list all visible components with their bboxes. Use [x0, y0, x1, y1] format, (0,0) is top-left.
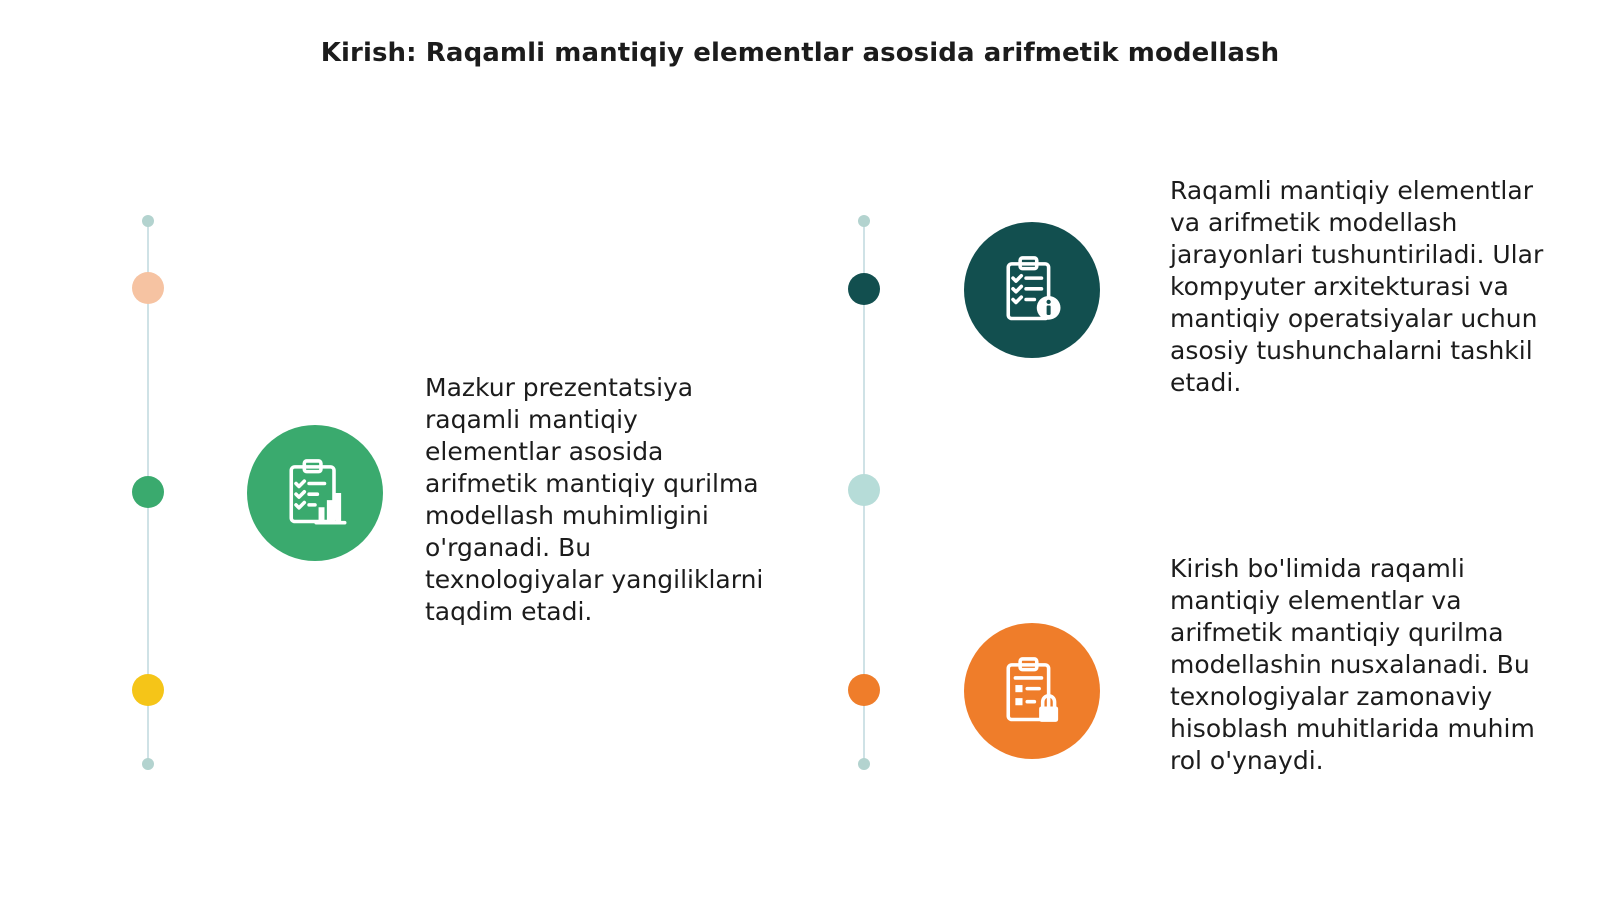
clipboard-lock-badge: [964, 623, 1100, 759]
timeline-dot-yellow: [132, 674, 164, 706]
timeline-dot-peach: [132, 272, 164, 304]
timeline-right: [844, 210, 884, 770]
clipboard-lock-icon: [994, 653, 1070, 729]
item-text: Raqamli mantiqiy elementlar va arifmetik modellash jarayonlari tushuntiriladi. Ular kompyuter arxitekturasi va mantiqiy operatsiyalar uchun asosiy tushunchalarni tashkil etadi.: [1170, 176, 1544, 397]
timeline-endpoint-top: [142, 215, 154, 227]
timeline-dot-dark-teal: [848, 273, 880, 305]
clipboard-chart-badge: [247, 425, 383, 561]
timeline-dot-light-teal: [848, 474, 880, 506]
timeline-endpoint-bottom: [142, 758, 154, 770]
timeline-endpoint-bottom: [858, 758, 870, 770]
clipboard-chart-icon: [277, 455, 353, 531]
clipboard-info-badge: [964, 222, 1100, 358]
item-text: Kirish bo'limida raqamli mantiqiy elementlar va arifmetik mantiqiy qurilma modellashin nusxalanadi. Bu texnologiyalar zamonaviy hisoblash muhitlarida muhim rol o'ynaydi.: [1170, 554, 1535, 775]
clipboard-info-icon: [994, 252, 1070, 328]
page-title: Kirish: Raqamli mantiqiy elementlar asosida arifmetik modellash: [320, 38, 1280, 68]
item-text: Mazkur prezentatsiya raqamli mantiqiy elementlar asosida arifmetik mantiqiy qurilma modellash muhimligini o'rganadi. Bu texnologiyalar yangiliklarni taqdim etadi.: [425, 373, 764, 626]
timeline-dot-orange: [848, 674, 880, 706]
timeline-left: [128, 210, 168, 770]
timeline-endpoint-top: [858, 215, 870, 227]
timeline-dot-green: [132, 476, 164, 508]
